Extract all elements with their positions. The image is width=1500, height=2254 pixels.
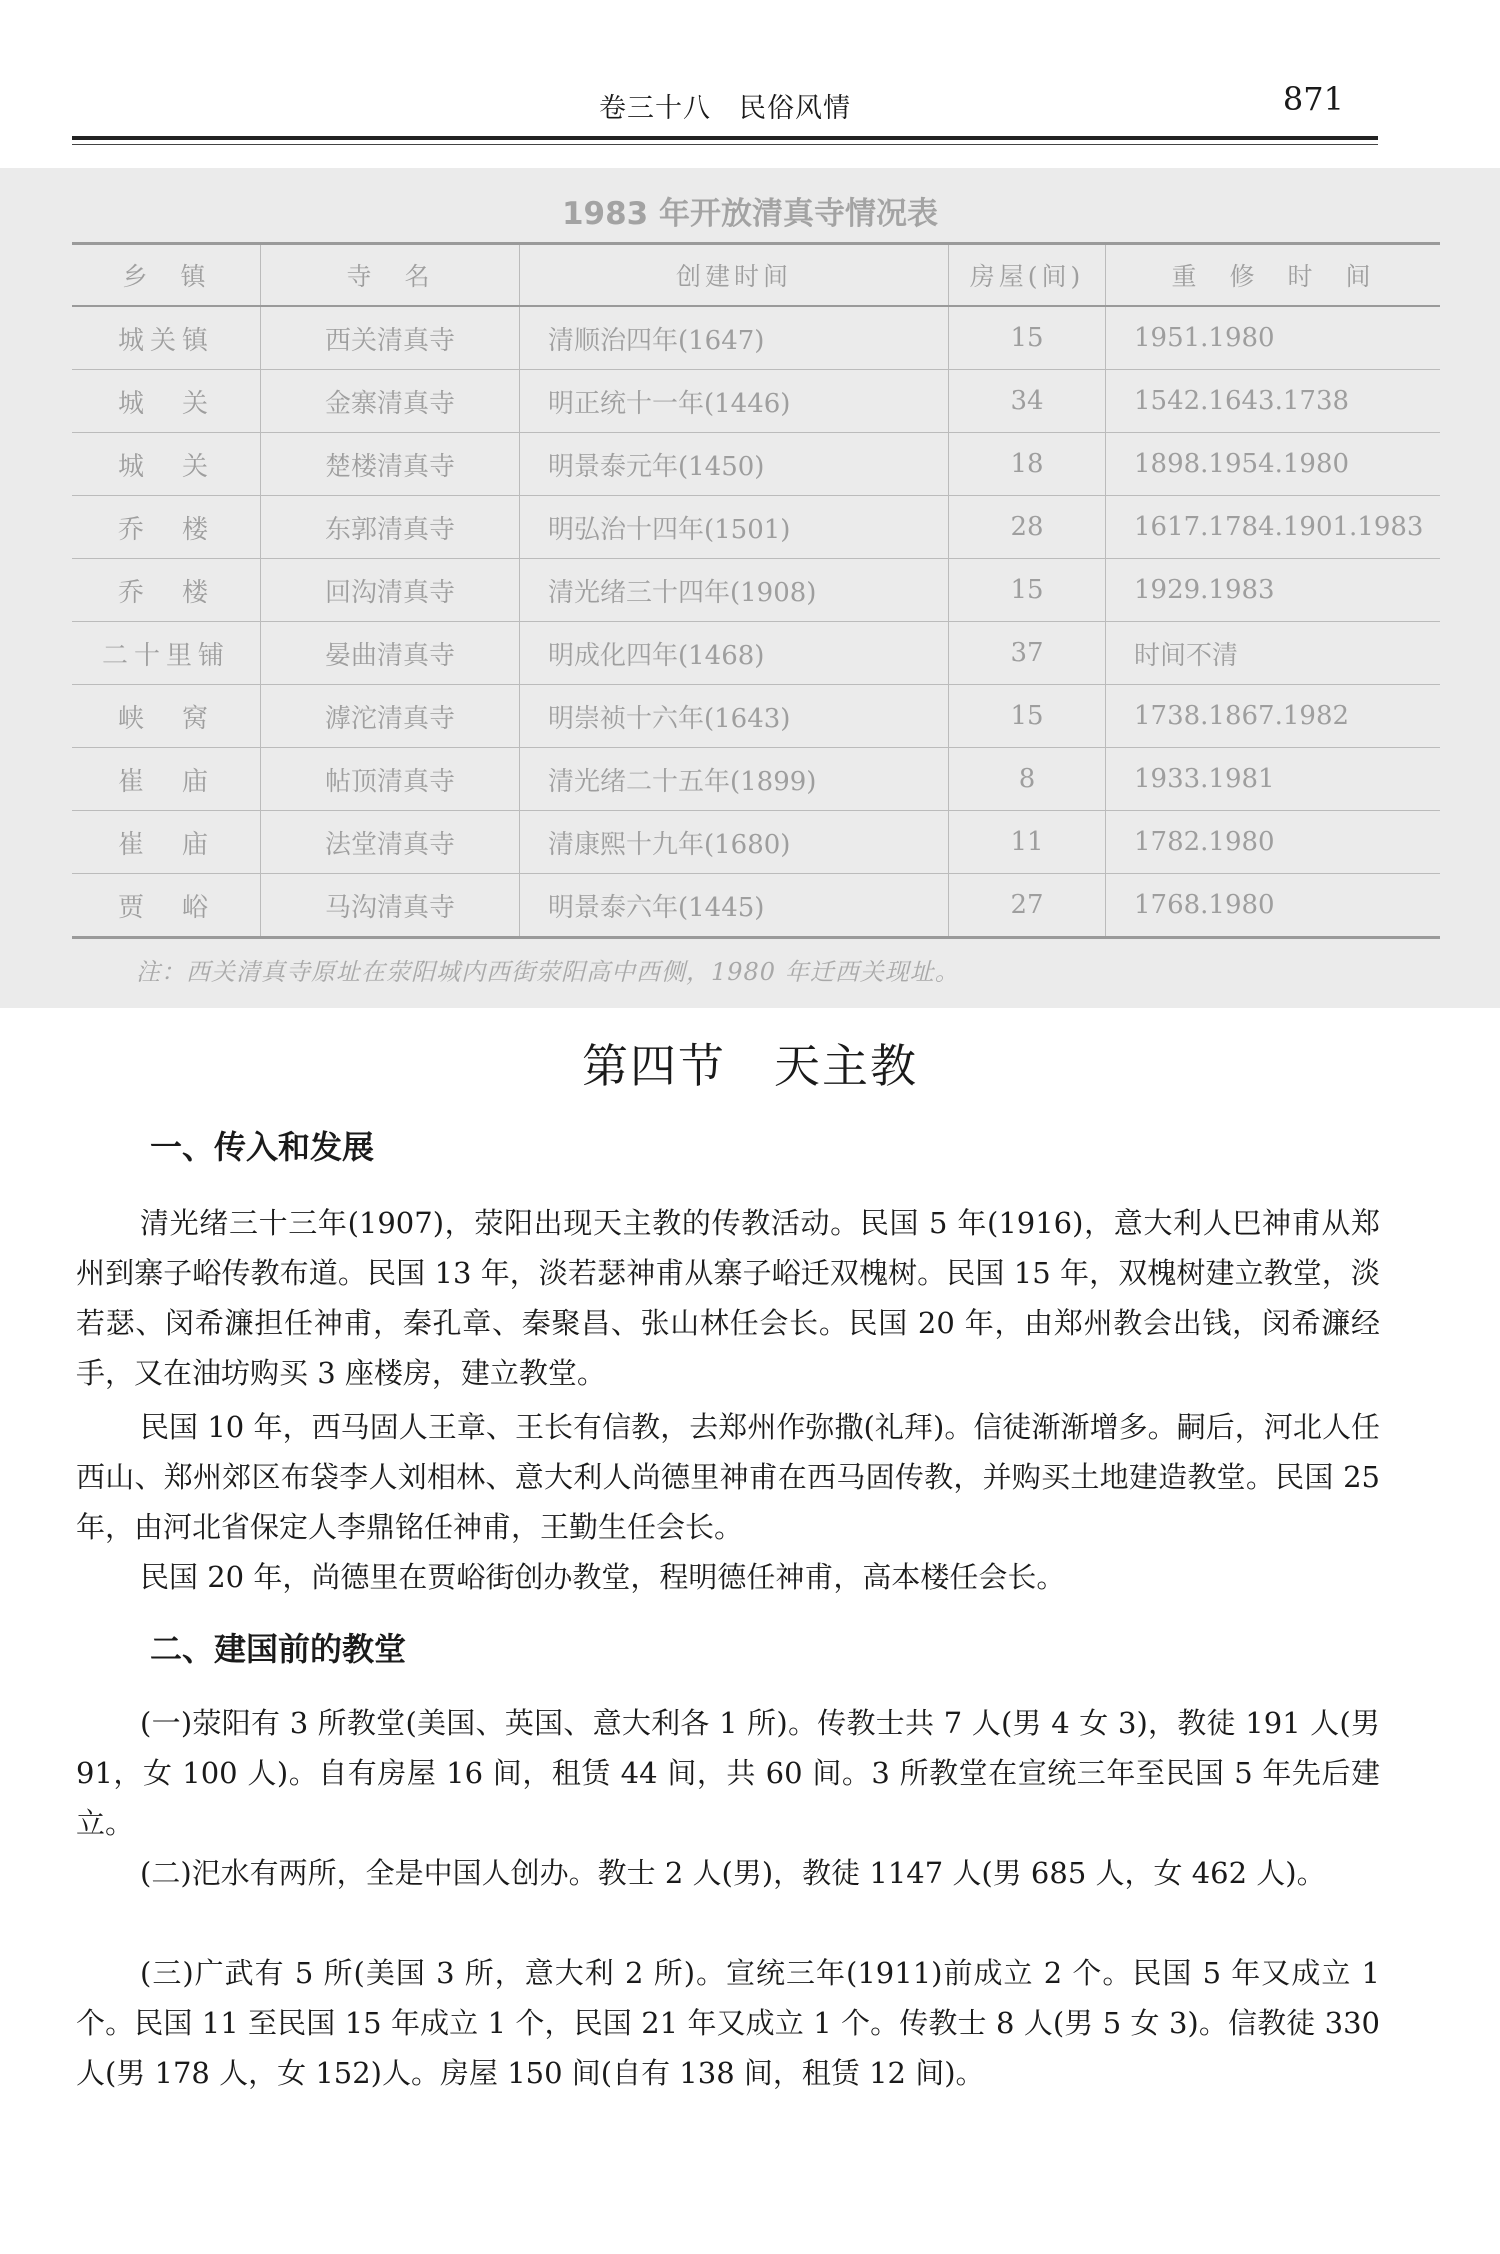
table-row	[72, 874, 1440, 938]
cell-mosque-name: 西关清真寺	[261, 306, 520, 370]
cell-repair-dates: 1929.1983	[1106, 559, 1441, 622]
cell-mosque-name: 马沟清真寺	[261, 874, 520, 938]
cell-town: 城关镇	[72, 306, 261, 370]
cell-town: 贾 峪	[72, 874, 261, 938]
cell-town: 峡 窝	[72, 685, 261, 748]
cell-repair-dates: 1898.1954.1980	[1106, 433, 1441, 496]
cell-rooms: 28	[949, 496, 1106, 559]
cell-built-date: 明正统十一年(1446)	[520, 370, 949, 433]
paragraph: 清光绪三十三年(1907)，荥阳出现天主教的传教活动。民国 5 年(1916)，意大利人巴神甫从郑州到寨子峪传教布道。民国 13 年，淡若瑟神甫从寨子峪迁双槐树。民国 15 年，双槐树建立教堂，淡若瑟、闵希濂担任神甫，秦孔章、秦聚昌、张山林任会长。民国 20 年，由郑州教会出钱，闵希濂经手，又在油坊购买 3 座楼房，建立教堂。	[76, 1206, 1380, 1390]
paragraph: (一)荥阳有 3 所教堂(美国、英国、意大利各 1 所)。传教士共 7 人(男 4 女 3)，教徒 191 人(男 91，女 100 人)。自有房屋 16 间，租赁 44 间，共 60 间。3 所教堂在宣统三年至民国 5 年先后建立。	[76, 1706, 1380, 1840]
paragraph: 民国 10 年，西马固人王章、王长有信教，去郑州作弥撒(礼拜)。信徒渐渐增多。嗣后，河北人任西山、郑州郊区布袋李人刘相林、意大利人尚德里神甫在西马固传教，并购买土地建造教堂。民国 25 年，由河北省保定人李鼎铭任神甫，王勤生任会长。	[76, 1410, 1380, 1544]
paragraph: (二)汜水有两所，全是中国人创办。教士 2 人(男)，教徒 1147 人(男 685 人，女 462 人)。	[140, 1856, 1326, 1890]
cell-built-date: 明成化四年(1468)	[520, 622, 949, 685]
cell-repair-dates: 1738.1867.1982	[1106, 685, 1441, 748]
cell-rooms: 15	[949, 559, 1106, 622]
mosque-table-block	[0, 168, 1500, 1008]
paragraph: (三)广武有 5 所(美国 3 所，意大利 2 所)。宣统三年(1911)前成立 2 个。民国 5 年又成立 1 个。民国 11 至民国 15 年成立 1 个，民国 21 年又成立 1 个。传教士 8 人(男 5 女 3)。信教徒 330 人(男 178 人，女 152)人。房屋 150 间(自有 138 间，租赁 12 间)。	[76, 1956, 1380, 2090]
cell-repair-dates: 1782.1980	[1106, 811, 1441, 874]
heading-pre-1949-churches: 二、建国前的教堂	[150, 1630, 407, 1668]
cell-repair-dates: 时间不清	[1106, 622, 1441, 685]
table-header-row	[72, 244, 1440, 307]
cell-repair-dates: 1617.1784.1901.1983	[1106, 496, 1441, 559]
cell-repair-dates: 1542.1643.1738	[1106, 370, 1441, 433]
cell-mosque-name: 回沟清真寺	[261, 559, 520, 622]
cell-town: 城 关	[72, 433, 261, 496]
cell-mosque-name: 东郭清真寺	[261, 496, 520, 559]
mosque-table	[72, 242, 1440, 939]
table-row	[72, 748, 1440, 811]
cell-mosque-name: 滹沱清真寺	[261, 685, 520, 748]
cell-mosque-name: 楚楼清真寺	[261, 433, 520, 496]
table-row	[72, 685, 1440, 748]
cell-town: 崔 庙	[72, 811, 261, 874]
cell-built-date: 明景泰六年(1445)	[520, 874, 949, 938]
cell-town: 乔 楼	[72, 559, 261, 622]
header-rule-thick	[72, 136, 1378, 140]
table-row	[72, 370, 1440, 433]
cell-built-date: 明景泰元年(1450)	[520, 433, 949, 496]
cell-rooms: 15	[949, 306, 1106, 370]
table-row	[72, 306, 1440, 370]
cell-repair-dates: 1951.1980	[1106, 306, 1441, 370]
cell-mosque-name: 法堂清真寺	[261, 811, 520, 874]
running-header	[72, 80, 1378, 126]
cell-town: 城 关	[72, 370, 261, 433]
col-header-town: 乡 镇	[72, 244, 261, 307]
table-row	[72, 811, 1440, 874]
cell-built-date: 清光绪二十五年(1899)	[520, 748, 949, 811]
cell-rooms: 8	[949, 748, 1106, 811]
cell-rooms: 34	[949, 370, 1106, 433]
cell-repair-dates: 1933.1981	[1106, 748, 1441, 811]
cell-mosque-name: 晏曲清真寺	[261, 622, 520, 685]
paragraph: 民国 20 年，尚德里在贾峪街创办教堂，程明德任神甫，高本楼任会长。	[140, 1560, 1066, 1594]
cell-built-date: 清顺治四年(1647)	[520, 306, 949, 370]
table-row	[72, 496, 1440, 559]
page-number: 871	[1282, 80, 1344, 118]
cell-mosque-name: 金寨清真寺	[261, 370, 520, 433]
cell-town: 崔 庙	[72, 748, 261, 811]
col-header-built: 创建时间	[520, 244, 949, 307]
table-row	[72, 559, 1440, 622]
cell-built-date: 清康熙十九年(1680)	[520, 811, 949, 874]
cell-rooms: 18	[949, 433, 1106, 496]
section-title: 第四节 天主教	[582, 1039, 918, 1093]
cell-town: 乔 楼	[72, 496, 261, 559]
cell-built-date: 清光绪三十四年(1908)	[520, 559, 949, 622]
table-title: 1983 年开放清真寺情况表	[561, 196, 939, 232]
table-note: 注：西关清真寺原址在荥阳城内西街荥阳高中西侧，1980 年迁西关现址。	[136, 958, 960, 986]
cell-rooms: 15	[949, 685, 1106, 748]
heading-spread-development: 一、传入和发展	[150, 1128, 375, 1166]
cell-rooms: 11	[949, 811, 1106, 874]
cell-rooms: 37	[949, 622, 1106, 685]
cell-mosque-name: 帖顶清真寺	[261, 748, 520, 811]
col-header-name: 寺 名	[261, 244, 520, 307]
table-row	[72, 622, 1440, 685]
chapter-title: 卷三十八 民俗风情	[599, 93, 851, 124]
cell-repair-dates: 1768.1980	[1106, 874, 1441, 938]
cell-town: 二十里铺	[72, 622, 261, 685]
col-header-rooms: 房屋(间)	[949, 244, 1106, 307]
col-header-repair: 重 修 时 间	[1106, 244, 1441, 307]
cell-rooms: 27	[949, 874, 1106, 938]
header-rule-thin	[72, 144, 1378, 145]
cell-built-date: 明弘治十四年(1501)	[520, 496, 949, 559]
table-row	[72, 433, 1440, 496]
cell-built-date: 明崇祯十六年(1643)	[520, 685, 949, 748]
